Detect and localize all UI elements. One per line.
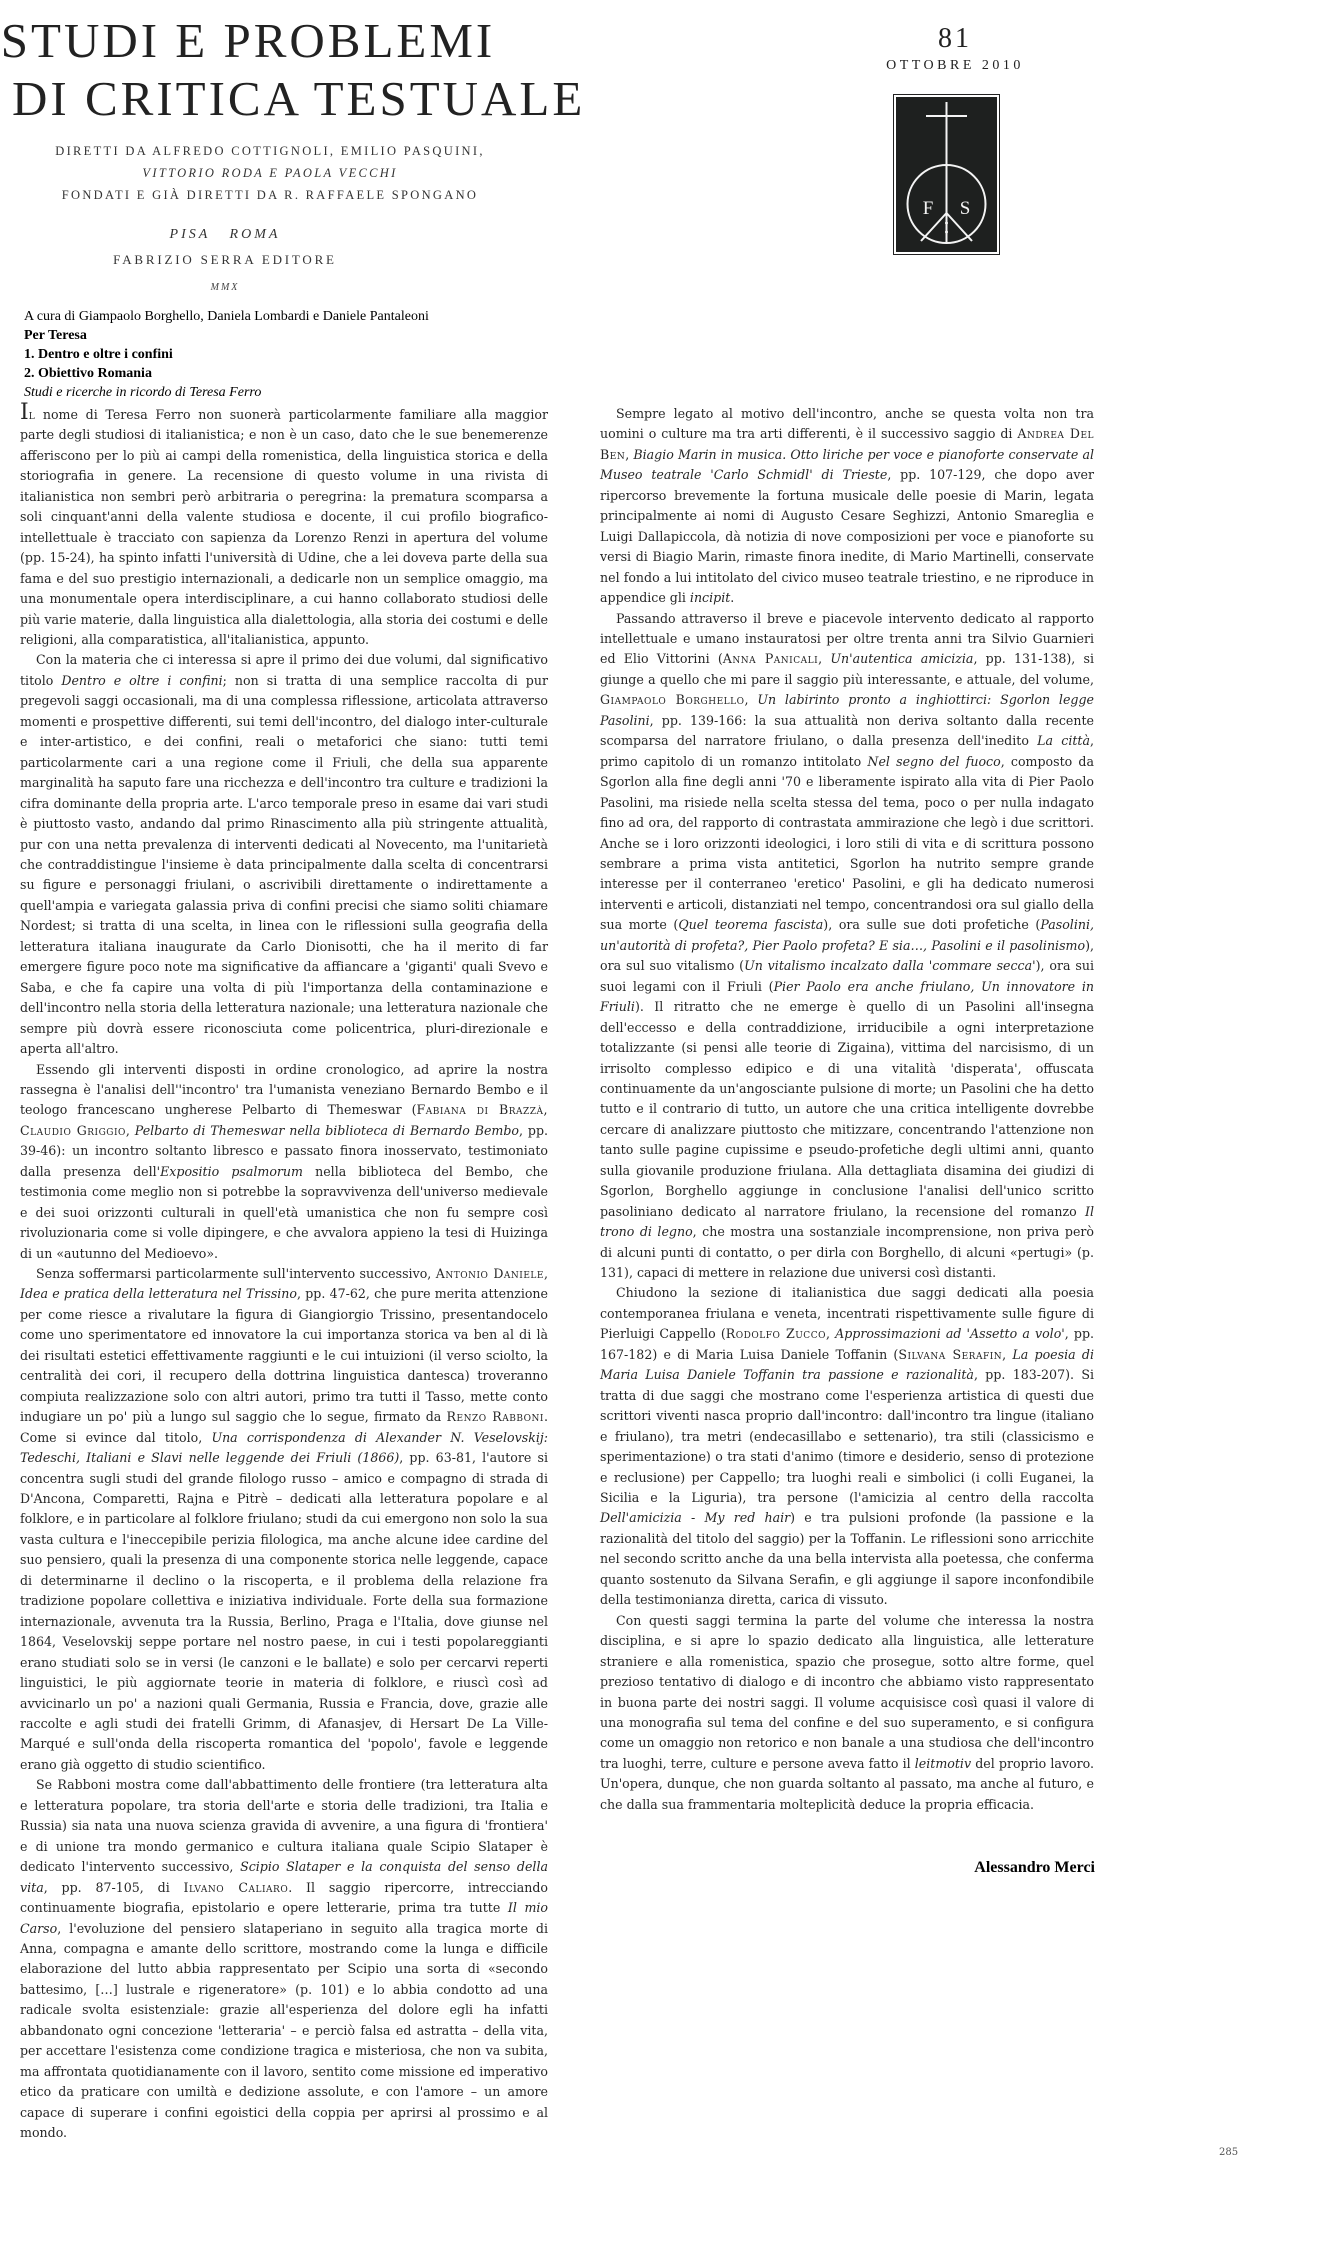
directors-line2: VITTORIO RODA E PAOLA VECCHI (142, 166, 398, 180)
issue-date: OTTOBRE 2010 (886, 58, 1024, 73)
review-paragraph: Sempre legato al motivo dell'incontro, anche se questa volta non tra uomini o culture ma tra arti differenti, è il successivo saggio di Andrea Del Ben, Biagio Marin in musica. Otto liriche per voce e pianoforte conservate al Museo teatrale 'Carlo Schmidl' di Trieste, pp. 107-129, che dopo aver ripercorso brevemente la fortuna musicale delle poesie di Marin, legata principalmente ai nomi di Augusto Cesare Seghizzi, Antonio Smareglia e Luigi Dallapiccola, dà notizia di nove composizioni per voce e pianoforte su versi di Biagio Marin, rimaste finora inedite, di Mario Martinelli, conservate nel fondo a lui intitolato del civico museo teatrale triestino, e ne riproduce in appendice gli incipit. (600, 406, 1094, 606)
review-signature: Alessandro Merci (974, 1859, 1095, 1876)
review-paragraph: Senza soffermarsi particolarmente sull'intervento successivo, Antonio Daniele, Idea e pratica della letteratura nel Trissino, pp. 47-62, che pure merita attenzione per come riesce a rivalutare la figura di Giangiorgio Trissino, presentandocelo come uno sperimentatore ed innovatore la cui importanza storica va ben al di là dei risultati estetici effettivamente raggiunti e le cui intuizioni (il verso sciolto, la centralità dei cori, il recupero della dottrina linguistica dantesca) troveranno compiuta realizzazione solo con altri autori, primo tra tutti il Tasso, mette conto indugiare un po' più a lungo sul saggio che lo segue, firmato da Renzo Rabboni. Come si evince dal titolo, Una corrispondenza di Alexander N. Veselovskij: Tedeschi, Italiani e Slavi nelle leggende dei Friuli (1866), pp. 63-81, l'autore si concentra sugli studi del grande filologo russo – amico e compagno di strada di D'Ancona, Comparetti, Rajna e Pitrè – dedicati alla letteratura popolare e al folklore, e in particolare al folklore friulano; studi da cui emergono non solo la sua vasta cultura e l'ineccepibile perizia filologica, ma anche alcune idee cardine del suo pensiero, quali la presenza di una componente storica nelle leggende, capace di determinarne il declino o la riscoperta, e il problema della relazione fra tradizione popolare collettiva e iniziativa individuale. Forte della sua formazione internazionale, avvenuta tra la Russia, Berlino, Praga e l'Italia, dove giunse nel 1864, Veselovskij seppe portare nel nostro paese, in cui i testi popolareggianti erano studiati solo se in versi (le canzoni e le ballate) e solo per cercarvi reperti linguistici, le più aggiornate teorie in materia di folklore, e riuscì così ad avvicinarlo un po' a nazioni quali Germania, Russia e Francia, dove, grazie alle raccolte e agli studi dei fratelli Grimm, di Afanasjev, di Hersart De La Ville-Marqué e sull'onda della riscoperta romantica del 'popolo', favole e leggende erano già oggetto di studio scientifico. (20, 1266, 549, 1772)
book-editors: A cura di Giampaolo Borghello, Daniela Lombardi e Daniele Pantaleoni (24, 309, 429, 324)
journal-title-line2: DI CRITICA TESTUALE (12, 71, 586, 126)
review-paragraph: Se Rabboni mostra come dall'abbattimento delle frontiere (tra letteratura alta e letteratura popolare, tra storia dell'arte e storia delle tradizioni, tra Italia e Russia) sia nata una nuova scienza gravida di avvenire, a una figura di 'frontiera' e di unione tra mondo germanico e cultura italiana quale Scipio Slataper è dedicato l'intervento successivo, Scipio Slataper e la conquista del senso della vita, pp. 87-105, di Ilvano Caliaro. Il saggio ripercorre, intrecciando continuamente biografia, epistolario e opere letterarie, prima tra tutte Il mio Carso, l'evoluzione del pensiero slataperiano in seguito alla tragica morte di Anna, compagna e amante dello scrittore, mostrando come la lunga e difficile elaborazione del lutto abbia rappresentato per Scipio una sorta di «secondo battesimo, […] lustrale e rigeneratore» (p. 101) e lo abbia condotto ad una radicale svolta esistenziale: grazie all'esperienza del dolore egli ha infatti abbandonato ogni concezione 'letteraria' – e perciò falsa ed astratta – della vita, per accettare l'esistenza come condizione tragica e misteriosa, che non va subita, ma affrontata quotidianamente con il lavoro, sentito come missione ed imperativo etico da praticare con umiltà e dedizione assolute, e con l'amore – un amore capace di superare i confini egoistici della coppia per aprirsi al prossimo e al mondo. (20, 1777, 548, 2141)
essay-author: Andrea Del Ben (600, 426, 1094, 462)
review-paragraph: Con questi saggi termina la parte del volume che interessa la nostra disciplina, e si apre lo spazio dedicato alla linguistica, alle letterature straniere e alla romenistica, spazio che prosegue, sotto altre forme, quel prezioso tentativo di dialogo e di incontro che abbiamo visto rappresentato in buona parte dei nostri saggi. Il volume acquisisce così quasi il valore di una monografia sul tema del confine e del suo superamento, e si configura come un omaggio non retorico e non banale a una studiosa che dell'incontro tra luoghi, terre, culture e persone aveva fatto il leitmotiv del proprio lavoro. Un'opera, dunque, che non guarda soltanto al passato, ma anche al futuro, e che dalla sua frammentaria molteplicità deduce la propria efficacia. (600, 1612, 1094, 1812)
essay-title: La poesia di Maria Luisa Daniele Toffanin tra passione e razionalità (600, 1346, 1094, 1383)
logo-letter-f: F (922, 198, 934, 219)
review-column-right (600, 404, 1094, 1815)
drop-cap: I (20, 400, 29, 425)
essay-title: Pelbarto di Themeswar nella biblioteca di Bernardo Bembo (134, 1122, 520, 1138)
review-paragraph: Con la materia che ci interessa si apre il primo dei due volumi, dal significativo titolo Dentro e oltre i confini; non si tratta di una semplice raccolta di pur pregevoli saggi occasionali, ma di una complessa riflessione, articolata attraverso momenti e prospettive differenti, sui temi dell'incontro, del dialogo inter-culturale e inter-artistico, e dei confini, reali o metaforici che siano: tutti temi particolarmente cari a una regione come il Friuli, che della sua apparente marginalità ha saputo fare una ricchezza e dell'incontro tra culture e tradizioni la cifra dominante della propria arte. L'arco temporale preso in esame dai vari studi è piuttosto vasto, andando dal primo Rinascimento alla più stringente attualità, pur con una netta prevalenza di interventi dedicati al Novecento, ma l'unitarietà che contraddistingue l'insieme è data principalmente dalla scelta di concentrarsi su figure e personaggi friulani, o ascrivibili direttamente o indirettamente a quell'ampia e variegata galassia priva di confini precisi che siamo soliti chiamare Nordest; si tratta di una scelta, in linea con le riflessioni sulla geografia della letteratura italiana inaugurate da Carlo Dionisotti, che ha il merito di far emergere figure poco note ma significative da affiancare a 'giganti' quali Svevo e Saba, e che fa capire una volta di più l'importanza della contaminazione e dell'incontro nella storia della letteratura nazionale; una letteratura nazionale che sempre più dovrà essere riconosciuta come policentrica, pluri-direzionale e aperta all'altro. (20, 652, 548, 1057)
directors-line1: DIRETTI DA ALFREDO COTTIGNOLI, EMILIO PASQUINI, (55, 144, 485, 158)
essay-author: Ilvano Caliaro (183, 1879, 289, 1895)
publisher-name: FABRIZIO SERRA EDITORE (113, 252, 337, 267)
essay-title: Una corrispondenza di Alexander N. Veselovskij: Tedeschi, Italiani e Slavi nelle leggende dei Friuli (1866) (20, 1429, 548, 1466)
essay-author: Anna Panicali (722, 651, 819, 667)
journal-directors (40, 140, 500, 206)
book-volume-1: 1. Dentro e oltre i confini (24, 347, 173, 362)
issue-number: 81 (938, 23, 972, 54)
publication-year: MMX (210, 282, 240, 293)
issue-info (840, 22, 1070, 74)
journal-title (0, 12, 586, 128)
essay-author: Fabiana di Brazzà, Claudio Griggio (20, 1102, 548, 1138)
review-paragraph: Passando attraverso il breve e piacevole intervento dedicato al rapporto intellettuale e umano instauratosi per oltre trenta anni tra Silvio Guarnieri ed Elio Vittorini (Anna Panicali, Un'autentica amicizia, pp. 131-138), si giunge a quello che mi pare il saggio più interessante, e attuale, del volume, Giampaolo Borghello, Un labirinto pronto a inghiottirci: Sgorlon legge Pasolini, pp. 139-166: la sua attualità non deriva soltanto dalla recente scomparsa del narratore friulano, o dalla presenza dell'inedito La città, primo capitolo di un romanzo intitolato Nel segno del fuoco, composto da Sgorlon alla fine degli anni '70 e liberamente ispirato alla vita di Pier Paolo Pasolini, ma risiede nella scelta stessa del tema, poco o per nulla indagato fino ad ora, del rapporto di contrastata ammirazione che legò i due scrittori. Anche se i loro orizzonti ideologici, i loro stili di vita e di scrittura possono sembrare a prima vista antitetici, Sgorlon ha nutrito sempre grande interesse per il conterraneo 'eretico' Pasolini, e gli ha dedicato numerosi interventi e articoli, distanziati nel tempo, concentrandosi ora sul giallo della sua morte (Quel teorema fascista), ora sulle sue doti profetiche (Pasolini, un'autorità di profeta?, Pier Paolo profeta? E sia…, Pasolini e il pasolinismo), ora sul suo vitalismo (Un vitalismo incalzato dalla 'commare secca'), ora sui suoi legami con il Friuli (Pier Paolo era anche friulano, Un innovatore in Friuli). Il ritratto che ne emerge è quello di un Pasolini all'insegna dell'eccesso e della contraddizione, irriducibile a ogni interpretazione totalizzante (si pensi alle teorie di Zigaina), vittima del narcisismo, di un irrisolto complesso edipico e di una vitalità 'disperata', offuscata continuamente da un'angosciante pulsione di morte; un Pasolini che ha detto tutto e il contrario di tutto, un autore che una critica intelligente dovrebbe cercare di analizzare piuttosto che mitizzare, concentrando l'attenzione non tanto sulle pagine cupissime e pseudo-profetiche degli ultimi anni, quanto sulla giovanile produzione friulana. Alla dettagliata disamina dei giudizi di Sgorlon, Borghello aggiunge in conclusione l'analisi dell'unico scritto pasoliniano dedicato al narratore friulano, la recensione del romanzo Il trono di legno, che mostra una sostanziale incomprensione, non priva però di alcuni punti di contatto, o per dirla con Borghello, di alcuni «pertugi» (p. 131), capaci di mettere in relazione due universi così distanti. (600, 610, 1095, 1281)
book-title: Per Teresa (24, 328, 87, 343)
essay-title: Scipio Slataper e la conquista del senso della vita (20, 1859, 548, 1895)
review-paragraph: Essendo gli interventi disposti in ordine cronologico, ad aprire la nostra rassegna è l'analisi dell''incontro' tra l'umanista veneziano Bernardo Bembo e il teologo francescano ungherese Pelbarto di Themeswar (Fabiana di Brazzà, Claudio Griggio, Pelbarto di Themeswar nella biblioteca di Bernardo Bembo, pp. 39-46): un incontro soltanto libresco e passato finora inosservato, testimoniato dalla presenza dell'Expositio psalmorum nella biblioteca del Bembo, che testimonia come meglio non si potrebbe la sopravvivenza dell'universo medievale e dei suoi orizzonti culturali in quell'età umanistica che non fu sempre così rivoluzionaria come si volle dipingere, e che avvalora appieno la tesi di Huizinga di un «autunno del Medioevo». (20, 1061, 549, 1261)
review-paragraph: Chiudono la sezione di italianistica due saggi dedicati alla poesia contemporanea friulana e veneta, incentrati rispettivamente sulle figure di Pierluigi Cappello (Rodolfo Zucco, Approssimazioni ad 'Assetto a volo', pp. 167-182) e di Maria Luisa Daniele Toffanin (Silvana Serafin, La poesia di Maria Luisa Daniele Toffanin tra passione e razionalità, pp. 183-207). Si tratta di due saggi che mostrano come l'esperienza artistica di questi due scrittori viventi nasca proprio dall'incontro: dall'incontro tra lingue (italiano e friulano), tra metri (endecasillabo e settenario), tra stili (classicismo e sperimentazione) o tra stati d'animo (timore e desiderio, senso di protezione e reclusione) per Cappello; tra luoghi reali e simbolici (i colli Euganei, la Sicilia e la Liguria), tra persone (l'amicizia al centro della raccolta Dell'amicizia - My red hair) e tra pulsioni profonde (la passione e la razionalità del titolo del saggio) per la Toffanin. Le riflessioni sono arricchite nel secondo scritto anche da una bella intervista alla poetessa, che conferma quanto sostenuto da Silvana Serafin, e gli aggiunge il sapore inconfondibile della testimonianza diretta, carica di vissuto. (600, 1285, 1095, 1608)
essay-author: Giampaolo Borghello (600, 692, 745, 708)
essay-title: Un labirinto pronto a inghiottirci: Sgorlon legge Pasolini (600, 692, 1094, 728)
page-number: 285 (1219, 2147, 1239, 2158)
book-subtitle: Studi e ricerche in ricordo di Teresa Ferro (24, 385, 262, 400)
logo-letter-s: S (959, 198, 971, 219)
essay-title: Approssimazioni ad 'Assetto a volo' (835, 1326, 1065, 1342)
essay-title: Biagio Marin in musica. Otto liriche per voce e pianoforte conservate al Museo teatrale 'Carlo Schmidl' di Trieste (600, 446, 1094, 483)
publisher-logo-icon (893, 94, 1000, 255)
essay-author: Rodolfo Zucco (725, 1326, 826, 1342)
essay-author: Antonio Daniele (435, 1266, 544, 1282)
publisher-place: PISA ROMA (169, 227, 281, 242)
essay-title: Un'autentica amicizia (830, 651, 974, 667)
journal-title-line1: STUDI E PROBLEMI (0, 13, 496, 68)
essay-author: Silvana Serafin (898, 1346, 1003, 1362)
review-paragraph: Il nome di Teresa Ferro non suonerà particolarmente familiare alla maggior parte degli studiosi di italianistica; e non è un caso, dato che le sue benemerenze afferiscono per lo più ai campi della romenistica, della linguistica storica e della storiografia in genere. La recensione di questo volume in una rivista di italianistica non sembri però arbitraria o peregrina: la prematura scomparsa a soli cinquant'anni della valente studiosa e docente, il cui profilo biografico-intellettuale è tracciato con sapienza da Lorenzo Renzi in apertura del volume (pp. 15-24), ha spinto infatti l'università di Udine, che a lei doveva parte della sua fama e del suo prestigio internazionali, a dedicarle non un semplice omaggio, ma una monumentale opera interdisciplinare, a cui hanno collaborato studiosi delle più varie materie, dalla linguistica alla dialettologia, alla storia dei costumi e delle religioni, alla comparatistica, all'italianistica, appunto. (20, 400, 548, 647)
essay-author: Renzo Rabboni (446, 1409, 544, 1425)
essay-title: Idea e pratica della letteratura nel Trissino (20, 1286, 298, 1302)
founders-line: FONDATI E GIÀ DIRETTI DA R. RAFFAELE SPONGANO (61, 188, 479, 202)
book-volume-2: 2. Obiettivo Romania (24, 366, 152, 381)
review-column-left (20, 400, 549, 2144)
book-info (24, 307, 429, 402)
paragraph-text: nome di Teresa Ferro non suonerà particolarmente familiare alla maggior parte degli studiosi di italianistica; e non è un caso, dato che le sue benemerenze afferiscono per lo più ai campi della romenistica, della linguistica storica e della storiografia in genere. La recensione di questo volume in una rivista di italianistica non sembri però arbitraria o peregrina: la prematura scomparsa a soli cinquant'anni della valente studiosa e docente, il cui profilo biografico-intellettuale è tracciato con sapienza da Lorenzo Renzi in apertura del volume (pp. 15-24), ha spinto infatti l'università di Udine, che a lei doveva parte della sua fama e del suo prestigio internazionali, a dedicarle non un semplice omaggio, ma una monumentale opera interdisciplinare, a cui hanno collaborato studiosi delle più varie materie, dalla linguistica alla dialettologia, alla storia dei costumi e delle religioni, alla comparatistica, all'italianistica, appunto. (20, 407, 548, 647)
